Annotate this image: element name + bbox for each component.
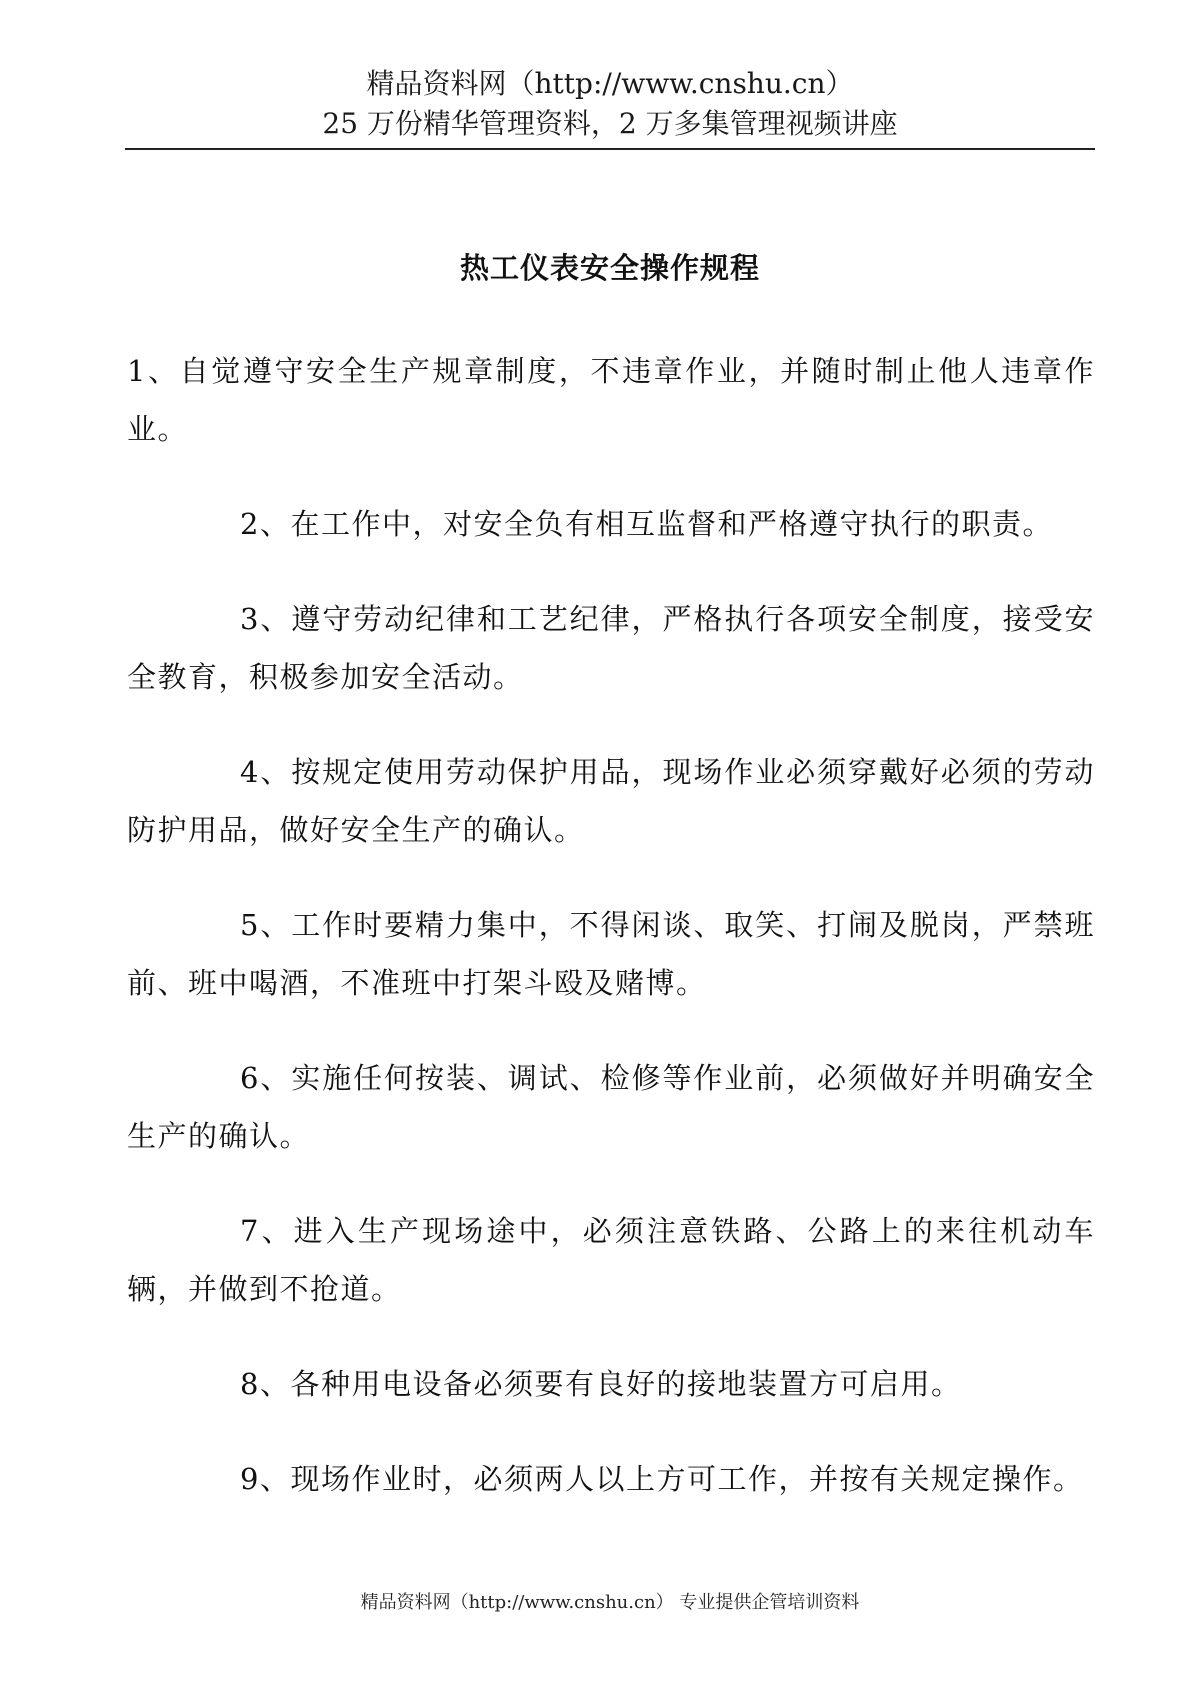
- rule-paragraph-3: 3、遵守劳动纪律和工艺纪律，严格执行各项安全制度，接受安全教育，积极参加安全活动。: [127, 602, 1095, 694]
- rule-paragraph-1: 1、自觉遵守安全生产规章制度，不违章作业，并随时制止他人违章作业。: [127, 354, 1095, 446]
- header-slogan-line: 25 万份精华管理资料，2 万多集管理视频讲座: [322, 107, 898, 140]
- page-header: [125, 64, 1095, 144]
- rule-paragraph-7: 7、进入生产现场途中，必须注意铁路、公路上的来往机动车辆，并做到不抢道。: [127, 1214, 1095, 1306]
- rule-paragraph-5: 5、工作时要精力集中，不得闲谈、取笑、打闹及脱岗，严禁班前、班中喝酒，不准班中打架斗殴及赌博。: [127, 908, 1095, 1000]
- document-body: [127, 342, 1095, 1545]
- rule-paragraph-4: 4、按规定使用劳动保护用品，现场作业必须穿戴好必须的劳动防护用品，做好安全生产的确认。: [127, 755, 1095, 847]
- rule-paragraph-2: 2、在工作中，对安全负有相互监督和严格遵守执行的职责。: [240, 507, 1053, 541]
- header-site-line: 精品资料网（http://www.cnshu.cn）: [366, 67, 854, 100]
- rule-paragraph-8: 8、各种用电设备必须要有良好的接地装置方可启用。: [240, 1367, 962, 1401]
- header-divider: [125, 148, 1095, 150]
- page-footer: 精品资料网（http://www.cnshu.cn） 专业提供企管培训资料: [360, 1592, 860, 1613]
- rule-paragraph-6: 6、实施任何按装、调试、检修等作业前，必须做好并明确安全生产的确认。: [127, 1061, 1095, 1153]
- document-title: 热工仪表安全操作规程: [459, 251, 760, 285]
- rule-paragraph-9: 9、现场作业时，必须两人以上方可工作，并按有关规定操作。: [240, 1462, 1084, 1496]
